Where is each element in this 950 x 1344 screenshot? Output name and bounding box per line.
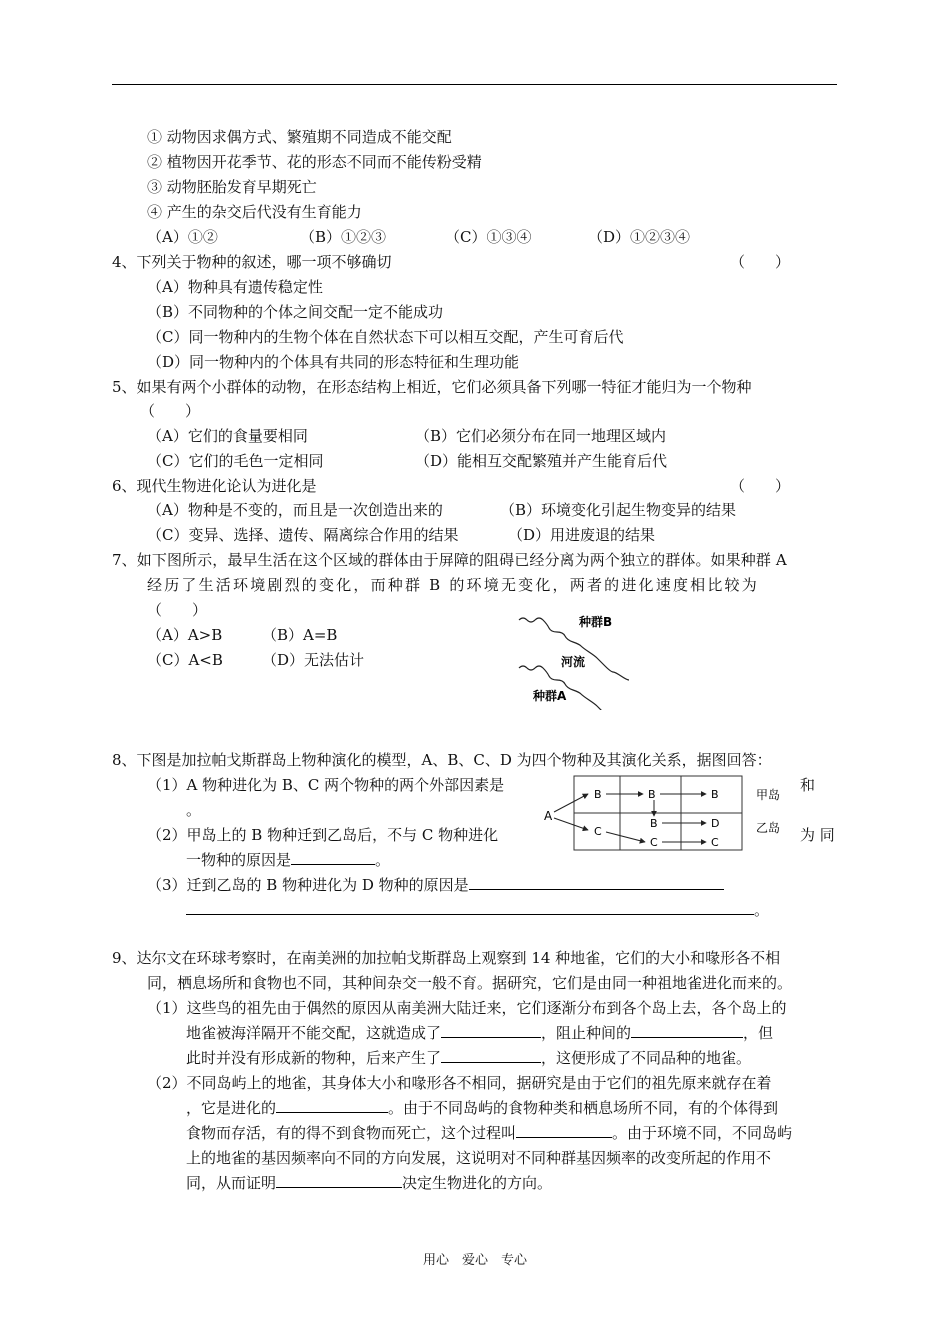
q9-part2-line1: （2）不同岛屿上的地雀，其身体大小和喙形各不相同，据研究是由于它们的祖先原来就存在着 — [147, 1074, 772, 1092]
q7-option-b: （B）A=B — [262, 626, 338, 644]
q9-l8b: 。由于环境不同，不同岛屿 — [612, 1124, 793, 1142]
q8-part3-text: （3）迁到乙岛的 B 物种进化为 D 物种的原因是 — [147, 876, 469, 894]
q8-part3-answer-blank-1[interactable] — [469, 875, 724, 890]
q9-l5b: ，这便形成了不同品种的地雀。 — [541, 1049, 752, 1067]
q5-stem: 5、如果有两个小群体的动物，在形态结构上相近，它们必须具备下列哪一特征才能归为一个物种 — [112, 378, 752, 396]
species-d: D — [711, 817, 720, 830]
q9-part2-line2 — [186, 1098, 778, 1118]
q8-part2-text: 一物种的原因是 — [186, 851, 292, 869]
q9-part1-line2 — [186, 1023, 773, 1043]
river-label: 河流 — [561, 655, 586, 669]
island-jia-label: 甲岛 — [756, 788, 781, 802]
q9-line1: 9、达尔文在环球考察时，在南美洲的加拉帕戈斯群岛上观察到 14 种地雀，它们的大小和喙形各不相 — [112, 949, 781, 967]
q8-part2-line2 — [186, 850, 390, 870]
q6-option-b: （B）环境变化引起生物变异的结果 — [500, 501, 737, 519]
q8-part3-answer-blank-2[interactable] — [186, 900, 754, 915]
q5-option-b: （B）它们必须分布在同一地理区域内 — [415, 427, 667, 445]
q9-l8a: 食物而存活，有的得不到食物而死亡，这个过程叫 — [186, 1124, 517, 1142]
q9-blank-reproductive-isolation[interactable] — [441, 1048, 541, 1063]
header-rule — [112, 84, 837, 85]
island-yi-label: 乙岛 — [756, 821, 781, 835]
q6-option-a: （A）物种是不变的，而且是一次创造出来的 — [147, 501, 443, 519]
q8-evolution-figure — [540, 770, 790, 855]
q9-part1-line3 — [186, 1048, 751, 1068]
q9-blank-selection-direction[interactable] — [276, 1173, 402, 1188]
q9-l7b: 。由于不同岛屿的食物种类和栖息场所不同，有的个体得到 — [388, 1099, 779, 1117]
q3-choice-c: （C）①③④ — [445, 228, 532, 246]
species-b-4: B — [650, 817, 658, 830]
q8-part1-and: 和 — [800, 776, 816, 794]
q9-l10b: 决定生物进化的方向。 — [402, 1174, 553, 1192]
q9-part2-line3 — [186, 1123, 792, 1143]
q8-part1: （1）A 物种进化为 B、C 两个物种的两个外部因素是 — [147, 776, 505, 794]
q9-blank-isolation[interactable] — [441, 1023, 541, 1038]
species-c-1: C — [594, 825, 602, 838]
q9-blank-natural-selection[interactable] — [516, 1123, 612, 1138]
q9-blank-variation[interactable] — [276, 1098, 388, 1113]
q6-answer-paren: （ ） — [730, 477, 791, 495]
page-footer: 用心 爱心 专心 — [422, 1253, 527, 1268]
river-lower-bank — [519, 666, 605, 710]
q7-stem-line1: 7、如下图所示，最早生活在这个区域的群体由于屏障的阻碍已经分离为两个独立的群体。如果种群 A — [112, 551, 787, 569]
q6-option-d: （D）用进废退的结果 — [508, 526, 656, 544]
q5-option-c: （C）它们的毛色一定相同 — [147, 452, 324, 470]
q5-answer-paren: （ ） — [140, 402, 201, 420]
q9-l7a: ，它是进化的 — [186, 1099, 277, 1117]
q9-part1-line1: （1）这些鸟的祖先由于偶然的原因从南美洲大陆迁来，它们逐渐分布到各个岛上去，各个岛上的 — [147, 999, 787, 1017]
q8-part3-line2 — [186, 900, 769, 920]
species-b-1: B — [594, 788, 602, 801]
q8-part2-line1: （2）甲岛上的 B 物种迁到乙岛后，不与 C 物种进化 — [147, 826, 499, 844]
q3-choice-d: （D）①②③④ — [588, 228, 691, 246]
q4-option-c: （C）同一物种内的生物个体在自然状态下可以相互交配，产生可育后代 — [147, 328, 624, 346]
q6-stem: 6、现代生物进化论认为进化是 — [112, 477, 317, 495]
q9-part2-line5 — [186, 1173, 552, 1193]
arrow-c1-to-c2 — [606, 832, 645, 842]
q8-part1-end: 。 — [186, 801, 202, 819]
q7-option-a: （A）A>B — [147, 626, 223, 644]
species-c-3: C — [711, 836, 719, 849]
species-b-2: B — [648, 788, 656, 801]
q3-option-2: ② 植物因开花季节、花的形态不同而不能传粉受精 — [147, 153, 482, 171]
q8-part3-line1 — [147, 875, 724, 895]
q3-option-4: ④ 产生的杂交后代没有生育能力 — [147, 203, 362, 221]
q4-option-a: （A）物种具有遗传稳定性 — [147, 278, 323, 296]
q7-river-figure — [515, 610, 640, 710]
q3-choice-b: （B）①②③ — [300, 228, 387, 246]
q9-line2: 同，栖息场所和食物也不同，其种间杂交一般不育。据研究，它们是由同一种祖地雀进化而来的。 — [147, 974, 793, 992]
river-upper-bank — [519, 618, 629, 680]
q3-option-1: ① 动物因求偶方式、繁殖期不同造成不能交配 — [147, 128, 452, 146]
q9-l4a: 地雀被海洋隔开不能交配，这就造成了 — [186, 1024, 442, 1042]
species-b-3: B — [711, 788, 719, 801]
species-a: A — [544, 809, 553, 823]
q7-option-c: （C）A<B — [147, 651, 223, 669]
q9-l4b: ，阻止种间的 — [541, 1024, 632, 1042]
q8-stem: 8、下图是加拉帕戈斯群岛上物种演化的模型，A、B、C、D 为四个物种及其演化关系，据图回答： — [112, 751, 772, 769]
q7-answer-paren: （ ） — [147, 601, 208, 619]
q9-l10a: 同，从而证明 — [186, 1174, 277, 1192]
q5-option-d: （D）能相互交配繁殖并产生能育后代 — [415, 452, 668, 470]
q8-part2-answer-blank[interactable] — [291, 850, 375, 865]
q9-l4c: ，但 — [743, 1024, 774, 1042]
arrow-a-to-c — [554, 818, 588, 830]
q3-option-3: ③ 动物胚胎发育早期死亡 — [147, 178, 317, 196]
q5-option-a: （A）它们的食量要相同 — [147, 427, 308, 445]
q9-l5a: 此时并没有形成新的物种，后来产生了 — [186, 1049, 442, 1067]
q4-stem: 4、下列关于物种的叙述，哪一项不够确切 — [112, 253, 392, 271]
q3-choice-a: （A）①② — [147, 228, 218, 246]
q6-option-c: （C）变异、选择、遗传、隔离综合作用的结果 — [147, 526, 459, 544]
population-a-label: 种群A — [533, 689, 567, 703]
species-c-2: C — [650, 836, 658, 849]
q4-option-b: （B）不同物种的个体之间交配一定不能成功 — [147, 303, 444, 321]
q7-option-d: （D）无法估计 — [262, 651, 365, 669]
q7-stem-line2: 经历了生活环境剧烈的变化，而种群 B 的环境无变化，两者的进化速度相比较为 — [147, 576, 759, 594]
q4-option-d: （D）同一物种内的个体具有共同的形态特征和生理功能 — [147, 353, 520, 371]
q8-part2-tail: 为 同 — [800, 826, 835, 844]
q9-part2-line4: 上的地雀的基因频率向不同的方向发展，这说明对不同种群基因频率的改变所起的作用不 — [186, 1149, 772, 1167]
q8-part2-end: 。 — [375, 851, 391, 869]
population-b-label: 种群B — [579, 615, 613, 629]
q8-part3-end: 。 — [754, 901, 770, 919]
arrow-a-to-b — [554, 794, 588, 812]
q4-answer-paren: （ ） — [730, 253, 791, 271]
q9-blank-gene-flow[interactable] — [631, 1023, 743, 1038]
